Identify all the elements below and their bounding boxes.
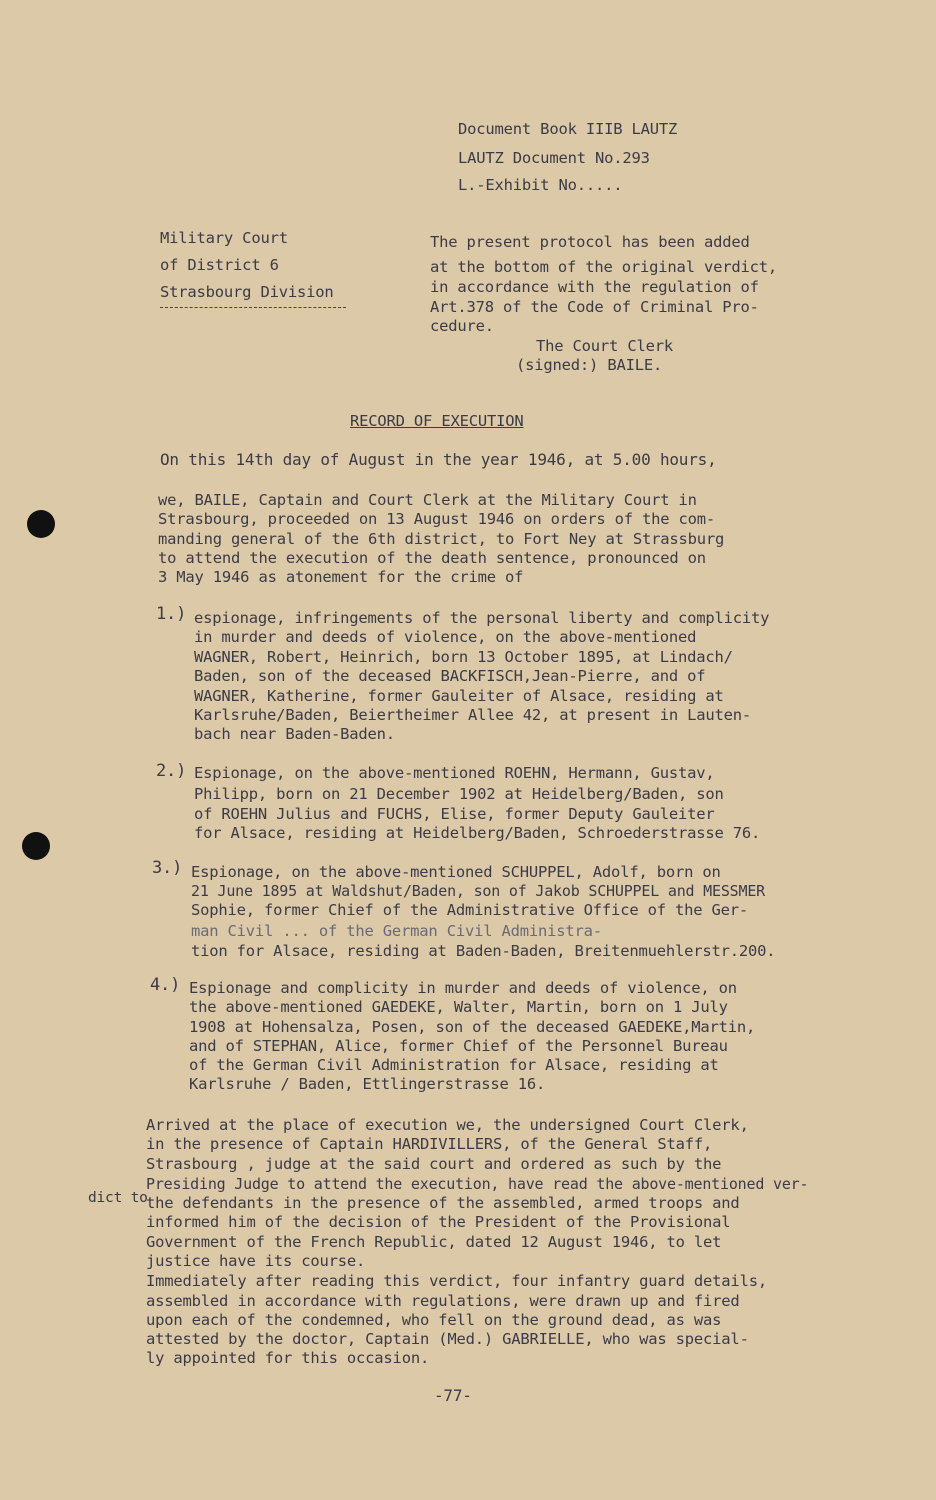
- intro-line: 3 May 1946 as atonement for the crime of: [158, 568, 524, 586]
- court-line-1: Military Court: [160, 229, 288, 247]
- protocol-line: cedure.: [430, 317, 494, 335]
- item-line: bach near Baden-Baden.: [194, 725, 395, 743]
- item-line: Espionage, on the above-mentioned SCHUPPEL, Adolf, born on: [191, 863, 721, 881]
- item-number: 4.): [150, 975, 181, 995]
- item-line: 21 June 1895 at Waldshut/Baden, son of Jakob SCHUPPEL and MESSMER: [191, 882, 765, 900]
- item-number: 2.): [156, 761, 187, 781]
- intro-line: Strasbourg, proceeded on 13 August 1946 on orders of the com-: [158, 510, 716, 528]
- protocol-line: at the bottom of the original verdict,: [430, 258, 778, 276]
- closing-line: informed him of the decision of the President of the Provisional: [146, 1213, 731, 1231]
- protocol-line: Art.378 of the Code of Criminal Pro-: [430, 298, 759, 316]
- item-line: WAGNER, Robert, Heinrich, born 13 October 1895, at Lindach/: [194, 648, 733, 666]
- court-line-2: of District 6: [160, 256, 279, 274]
- punch-hole-top: [27, 510, 55, 538]
- closing-line: Immediately after reading this verdict, four infantry guard details,: [146, 1272, 767, 1290]
- court-divider: [160, 307, 346, 308]
- intro-line: to attend the execution of the death sentence, pronounced on: [158, 549, 706, 567]
- court-clerk-signature: (signed:) BAILE.: [516, 356, 663, 374]
- item-line: of the German Civil Administration for Alsace, residing at: [189, 1056, 719, 1074]
- closing-line: justice have its course.: [146, 1252, 366, 1270]
- closing-line: in the presence of Captain HARDIVILLERS, of the General Staff,: [146, 1135, 713, 1153]
- item-line: Espionage, on the above-mentioned ROEHN, Hermann, Gustav,: [194, 764, 715, 782]
- document-book-ref: Document Book IIIB LAUTZ: [458, 120, 678, 138]
- closing-line: Arrived at the place of execution we, the undersigned Court Clerk,: [146, 1116, 749, 1134]
- closing-line: attested by the doctor, Captain (Med.) GABRIELLE, who was special-: [146, 1330, 749, 1348]
- item-line: of ROEHN Julius and FUCHS, Elise, former Deputy Gauleiter: [194, 805, 715, 823]
- item-line: Philipp, born on 21 December 1902 at Heidelberg/Baden, son: [194, 785, 724, 803]
- item-line: Sophie, former Chief of the Administrative Office of the Ger-: [191, 901, 749, 919]
- page-number: -77-: [434, 1386, 472, 1405]
- document-title: RECORD OF EXECUTION: [350, 412, 524, 430]
- intro-line: manding general of the 6th district, to Fort Ney at Strassburg: [158, 530, 725, 548]
- punch-hole-bottom: [22, 832, 50, 860]
- protocol-line: in accordance with the regulation of: [430, 278, 759, 296]
- closing-line: Government of the French Republic, dated 12 August 1946, to let: [146, 1233, 722, 1251]
- item-line: Karlsruhe / Baden, Ettlingerstrasse 16.: [189, 1075, 546, 1093]
- item-line: for Alsace, residing at Heidelberg/Baden, Schroederstrasse 76.: [194, 824, 761, 842]
- item-line: the above-mentioned GAEDEKE, Walter, Martin, born on 1 July: [189, 998, 728, 1016]
- item-line: Baden, son of the deceased BACKFISCH,Jean-Pierre, and of: [194, 667, 706, 685]
- item-line: Espionage and complicity in murder and deeds of violence, on: [189, 979, 737, 997]
- item-line: in murder and deeds of violence, on the above-mentioned: [194, 628, 697, 646]
- item-line: Karlsruhe/Baden, Beiertheimer Allee 42, at present in Lauten-: [194, 706, 752, 724]
- item-line: WAGNER, Katherine, former Gauleiter of Alsace, residing at: [194, 687, 724, 705]
- closing-line: ly appointed for this occasion.: [146, 1349, 430, 1367]
- closing-line: Presiding Judge to attend the execution, have read the above-mentioned ver-: [146, 1175, 809, 1193]
- closing-line: the defendants in the presence of the assembled, armed troops and: [146, 1194, 740, 1212]
- closing-line: assembled in accordance with regulations, were drawn up and fired: [146, 1292, 740, 1310]
- protocol-line: The present protocol has been added: [430, 233, 750, 251]
- court-line-3: Strasbourg Division: [160, 283, 334, 301]
- closing-line: Strasbourg , judge at the said court and ordered as such by the: [146, 1155, 722, 1173]
- item-line: espionage, infringements of the personal liberty and complicity: [194, 609, 770, 627]
- item-number: 3.): [152, 858, 183, 878]
- item-line: tion for Alsace, residing at Baden-Baden, Breitenmuehlerstr.200.: [191, 942, 776, 960]
- closing-line: upon each of the condemned, who fell on the ground dead, as was: [146, 1311, 722, 1329]
- item-line: man Civil ... of the German Civil Administra-: [191, 922, 602, 940]
- document-number: LAUTZ Document No.293: [458, 149, 650, 167]
- intro-line: we, BAILE, Captain and Court Clerk at the Military Court in: [158, 491, 697, 509]
- court-clerk-title: The Court Clerk: [536, 337, 673, 355]
- handwritten-margin-note: dict to: [88, 1190, 148, 1206]
- item-number: 1.): [156, 604, 187, 624]
- item-line: and of STEPHAN, Alice, former Chief of the Personnel Bureau: [189, 1037, 728, 1055]
- exhibit-number: L.-Exhibit No.....: [458, 176, 623, 194]
- item-line: 1908 at Hohensalza, Posen, son of the deceased GAEDEKE,Martin,: [189, 1018, 756, 1036]
- opening-line: On this 14th day of August in the year 1946, at 5.00 hours,: [160, 450, 717, 469]
